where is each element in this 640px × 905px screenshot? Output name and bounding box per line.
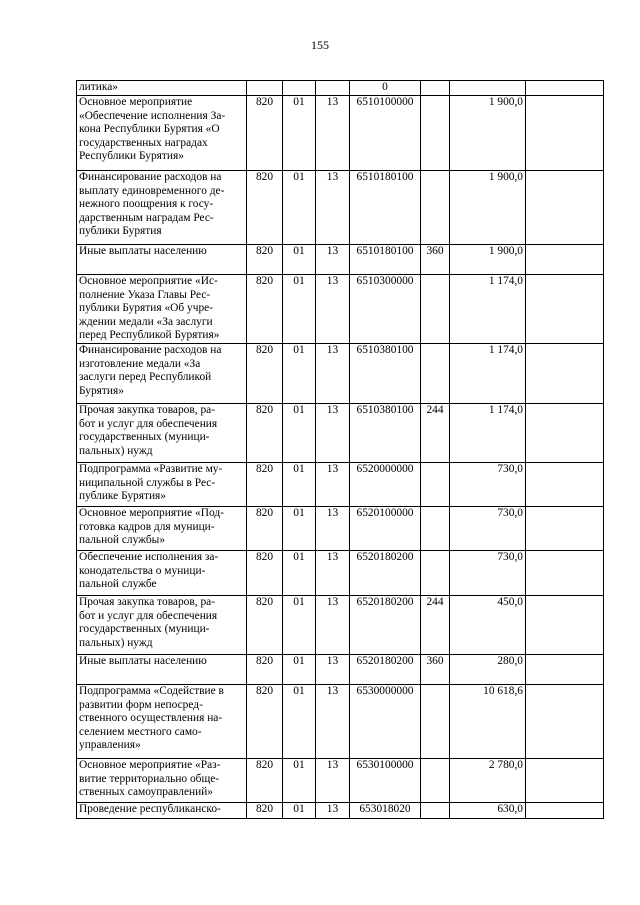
extra-empty-cell (526, 758, 604, 802)
grbs-code-cell: 820 (247, 171, 283, 245)
row-name-line: литика» (79, 81, 118, 93)
row-name-line: Подпрограмма «Развитие му- (79, 462, 223, 475)
extra-empty-cell (526, 684, 604, 758)
section-code-cell: 01 (283, 595, 316, 654)
grbs-code-cell: 820 (247, 245, 283, 275)
row-name-line: Подпрограмма «Содействие в (79, 684, 224, 697)
row-name-line: Обеспечение исполнения за- (79, 550, 219, 563)
table-row (77, 96, 604, 171)
table-row (77, 171, 604, 245)
grbs-code-cell (247, 81, 283, 96)
target-article-cell: 6510100000 (350, 96, 421, 171)
row-name-line: готовка кадров для муници- (79, 520, 215, 533)
row-name-line: пальной службе (79, 578, 157, 591)
row-name-line: публики Бурятия «Об учре- (79, 302, 213, 315)
expense-type-cell (421, 81, 450, 96)
grbs-code-cell: 820 (247, 506, 283, 550)
target-article-cell: 6520180200 (350, 595, 421, 654)
row-name-cell (77, 81, 247, 96)
target-article-cell: 6510380100 (350, 403, 421, 462)
row-name-line: полнение Указа Главы Рес- (79, 288, 211, 301)
budget-table-body (77, 81, 604, 819)
row-name-cell (77, 403, 247, 462)
table-row (77, 684, 604, 758)
subsection-code-cell: 13 (316, 802, 350, 818)
section-code-cell: 01 (283, 96, 316, 171)
expense-type-cell (421, 462, 450, 506)
expense-type-cell (421, 550, 450, 595)
row-name-line: Иные выплаты населению (79, 654, 207, 667)
subsection-code-cell: 13 (316, 171, 350, 245)
row-name-cell (77, 245, 247, 275)
section-code-cell: 01 (283, 403, 316, 462)
row-name-line: публики Бурятия (79, 225, 162, 238)
row-name-line: государственных наградах (79, 136, 208, 149)
table-row (77, 758, 604, 802)
section-code-cell: 01 (283, 684, 316, 758)
expense-type-cell: 360 (421, 245, 450, 275)
row-name-line: бот и услуг для обеспечения (79, 417, 218, 430)
table-row (77, 550, 604, 595)
amount-cell: 1 174,0 (450, 343, 526, 403)
row-name-line: Республики Бурятия» (79, 150, 184, 163)
extra-empty-cell (526, 96, 604, 171)
extra-empty-cell (526, 81, 604, 96)
extra-empty-cell (526, 275, 604, 344)
budget-table (76, 80, 604, 819)
row-name-line: изготовление медали «За (79, 357, 201, 370)
expense-type-cell (421, 343, 450, 403)
extra-empty-cell (526, 506, 604, 550)
row-name-line: кона Республики Бурятия «О (79, 123, 220, 136)
table-row (77, 343, 604, 403)
row-name-cell (77, 506, 247, 550)
row-name-line: Основное мероприятие (79, 96, 193, 108)
section-code-cell: 01 (283, 654, 316, 684)
grbs-code-cell: 820 (247, 802, 283, 818)
subsection-code-cell: 13 (316, 245, 350, 275)
extra-empty-cell (526, 654, 604, 684)
page-number: 155 (311, 38, 329, 52)
row-name-line: ждении медали «За заслуги (79, 315, 213, 328)
grbs-code-cell: 820 (247, 343, 283, 403)
section-code-cell: 01 (283, 275, 316, 344)
row-name-line: Основное мероприятие «Под- (79, 506, 224, 519)
amount-cell: 280,0 (450, 654, 526, 684)
expense-type-cell: 244 (421, 595, 450, 654)
row-name-line: «Обеспечение исполнения За- (79, 109, 226, 122)
row-name-cell (77, 595, 247, 654)
extra-empty-cell (526, 403, 604, 462)
row-name-line: бот и услуг для обеспечения (79, 609, 218, 622)
table-row (77, 462, 604, 506)
row-name-line: Иные выплаты населению (79, 245, 207, 257)
extra-empty-cell (526, 343, 604, 403)
grbs-code-cell: 820 (247, 96, 283, 171)
subsection-code-cell: 13 (316, 275, 350, 344)
target-article-cell: 6520000000 (350, 462, 421, 506)
target-article-cell: 6520100000 (350, 506, 421, 550)
amount-cell: 1 900,0 (450, 96, 526, 171)
amount-cell: 730,0 (450, 550, 526, 595)
row-name-cell (77, 684, 247, 758)
row-name-line: развитии форм непосред- (79, 698, 203, 711)
row-name-cell (77, 275, 247, 344)
grbs-code-cell: 820 (247, 758, 283, 802)
section-code-cell: 01 (283, 758, 316, 802)
subsection-code-cell: 13 (316, 684, 350, 758)
section-code-cell: 01 (283, 550, 316, 595)
expense-type-cell (421, 802, 450, 818)
amount-cell: 1 900,0 (450, 245, 526, 275)
target-article-cell: 6510380100 (350, 343, 421, 403)
grbs-code-cell: 820 (247, 654, 283, 684)
subsection-code-cell: 13 (316, 654, 350, 684)
amount-cell (450, 81, 526, 96)
row-name-line: государственных (муници- (79, 431, 210, 444)
amount-cell: 450,0 (450, 595, 526, 654)
expense-type-cell (421, 96, 450, 171)
row-name-line: выплату единовременного де- (79, 184, 225, 197)
subsection-code-cell: 13 (316, 462, 350, 506)
amount-cell: 730,0 (450, 506, 526, 550)
section-code-cell: 01 (283, 802, 316, 818)
expense-type-cell (421, 758, 450, 802)
target-article-cell: 6510180100 (350, 171, 421, 245)
expense-type-cell (421, 684, 450, 758)
subsection-code-cell: 13 (316, 403, 350, 462)
section-code-cell: 01 (283, 462, 316, 506)
extra-empty-cell (526, 462, 604, 506)
row-name-line: заслуги перед Республикой (79, 371, 212, 384)
table-row (77, 654, 604, 684)
row-name-line: Основное мероприятие «Раз- (79, 758, 221, 771)
target-article-cell: 6510300000 (350, 275, 421, 344)
row-name-line: селением местного само- (79, 725, 202, 738)
expense-type-cell: 244 (421, 403, 450, 462)
subsection-code-cell (316, 81, 350, 96)
row-name-line: пальной службы» (79, 534, 166, 547)
amount-cell: 2 780,0 (450, 758, 526, 802)
row-name-cell (77, 654, 247, 684)
row-name-line: ственных самоуправлений» (79, 786, 214, 799)
grbs-code-cell: 820 (247, 275, 283, 344)
row-name-line: Прочая закупка товаров, ра- (79, 595, 215, 608)
amount-cell: 1 174,0 (450, 403, 526, 462)
target-article-cell: 6510180100 (350, 245, 421, 275)
row-name-line: ниципальной службы в Рес- (79, 476, 216, 489)
subsection-code-cell: 13 (316, 595, 350, 654)
row-name-line: дарственным наградам Рес- (79, 211, 214, 224)
row-name-cell (77, 96, 247, 171)
row-name-line: публике Бурятия» (79, 490, 166, 503)
amount-cell: 630,0 (450, 802, 526, 818)
extra-empty-cell (526, 245, 604, 275)
grbs-code-cell: 820 (247, 595, 283, 654)
section-code-cell: 01 (283, 343, 316, 403)
target-article-cell: 6520180200 (350, 550, 421, 595)
row-name-line: Финансирование расходов на (79, 343, 222, 356)
amount-cell: 730,0 (450, 462, 526, 506)
table-row (77, 81, 604, 96)
table-row (77, 403, 604, 462)
extra-empty-cell (526, 550, 604, 595)
expense-type-cell (421, 275, 450, 344)
subsection-code-cell: 13 (316, 758, 350, 802)
subsection-code-cell: 13 (316, 550, 350, 595)
amount-cell: 1 900,0 (450, 171, 526, 245)
grbs-code-cell: 820 (247, 403, 283, 462)
row-name-cell (77, 343, 247, 403)
extra-empty-cell (526, 595, 604, 654)
row-name-line: витие территориально обще- (79, 772, 220, 785)
grbs-code-cell: 820 (247, 462, 283, 506)
table-row (77, 275, 604, 344)
table-row (77, 802, 604, 818)
table-row (77, 506, 604, 550)
target-article-cell: 653018020 (350, 802, 421, 818)
row-name-cell (77, 462, 247, 506)
table-row (77, 595, 604, 654)
amount-cell: 1 174,0 (450, 275, 526, 344)
row-name-line: перед Республикой Бурятия» (79, 329, 220, 342)
expense-type-cell (421, 171, 450, 245)
row-name-line: пальных) нужд (79, 444, 153, 457)
section-code-cell (283, 81, 316, 96)
row-name-line: Прочая закупка товаров, ра- (79, 403, 215, 416)
row-name-cell (77, 171, 247, 245)
subsection-code-cell: 13 (316, 506, 350, 550)
section-code-cell: 01 (283, 245, 316, 275)
row-name-cell (77, 550, 247, 595)
row-name-line: Финансирование расходов на (79, 171, 222, 183)
expense-type-cell: 360 (421, 654, 450, 684)
row-name-cell (77, 758, 247, 802)
subsection-code-cell: 13 (316, 96, 350, 171)
section-code-cell: 01 (283, 171, 316, 245)
section-code-cell: 01 (283, 506, 316, 550)
row-name-line: конодательства о муници- (79, 564, 206, 577)
row-name-line: Бурятия» (79, 384, 124, 397)
table-row (77, 245, 604, 275)
row-name-line: пальных) нужд (79, 636, 153, 649)
expense-type-cell (421, 506, 450, 550)
subsection-code-cell: 13 (316, 343, 350, 403)
row-name-cell (77, 802, 247, 818)
target-article-cell: 6530000000 (350, 684, 421, 758)
extra-empty-cell (526, 171, 604, 245)
row-name-line: нежного поощрения к госу- (79, 198, 214, 211)
target-article-cell: 6530100000 (350, 758, 421, 802)
row-name-line: государственных (муници- (79, 623, 210, 636)
row-name-line: Проведение республиканско- (79, 802, 221, 815)
target-article-cell: 6520180200 (350, 654, 421, 684)
grbs-code-cell: 820 (247, 550, 283, 595)
grbs-code-cell: 820 (247, 684, 283, 758)
row-name-line: ственного осуществления на- (79, 712, 223, 725)
amount-cell: 10 618,6 (450, 684, 526, 758)
row-name-line: управления» (79, 739, 141, 752)
extra-empty-cell (526, 802, 604, 818)
row-name-line: Основное мероприятие «Ис- (79, 275, 218, 287)
target-article-cell: 0 (350, 81, 421, 96)
